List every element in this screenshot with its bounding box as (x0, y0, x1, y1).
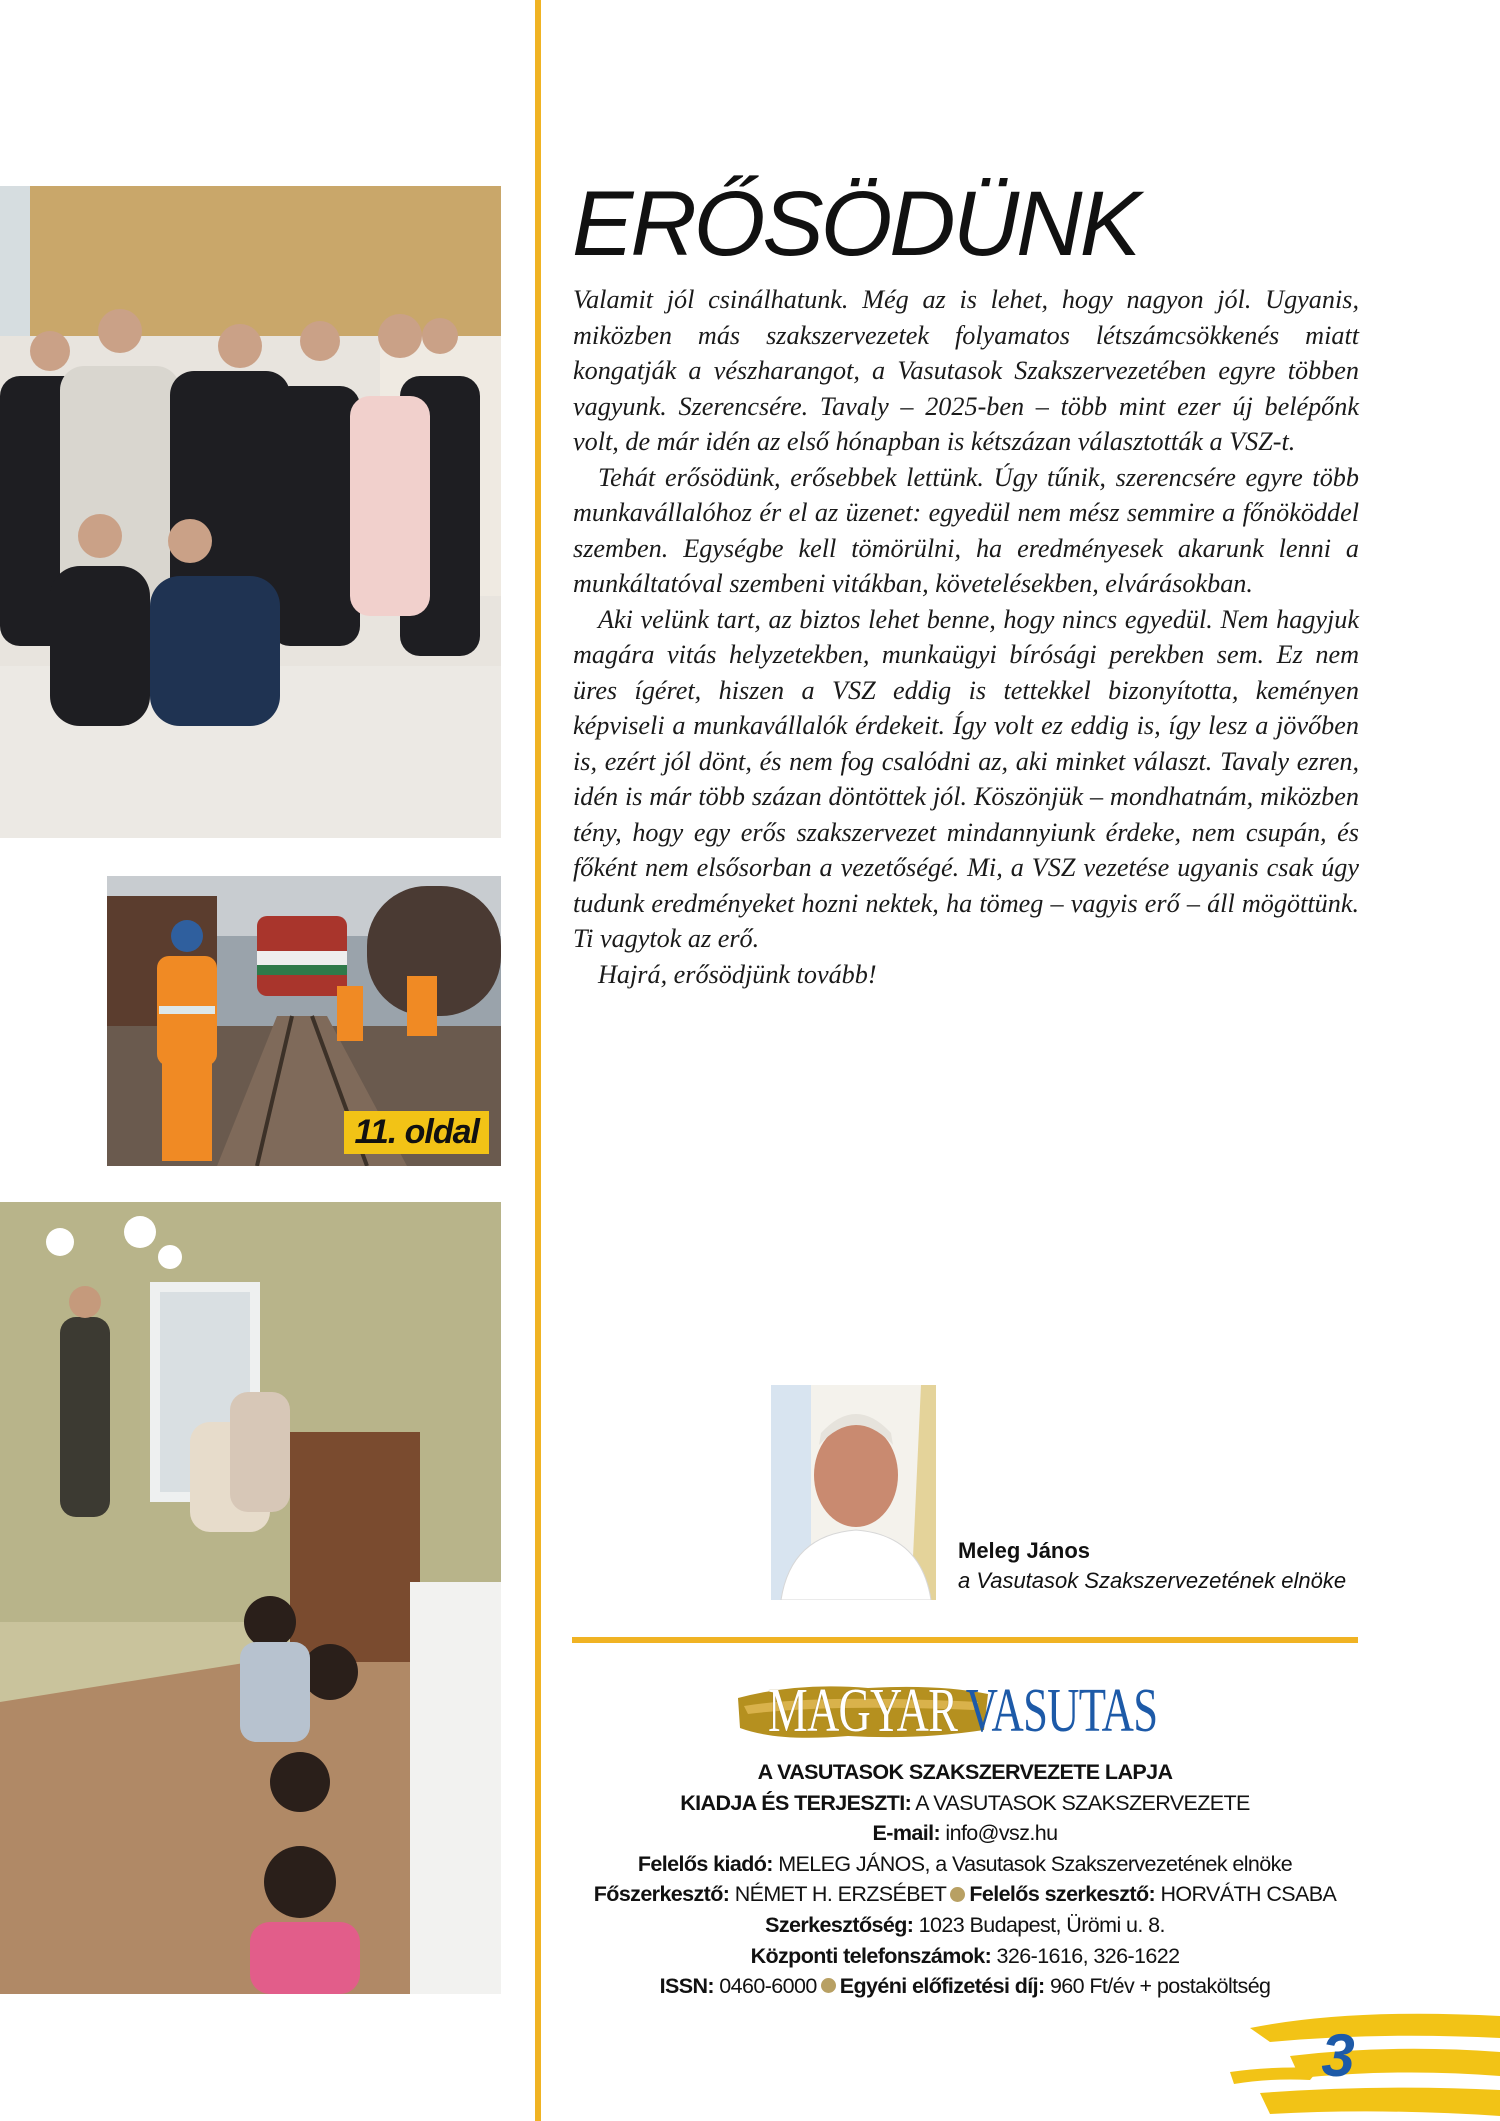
subscription-label: Egyéni előfizetési díj: (839, 1974, 1045, 1999)
logo-word-magyar: MAGYAR (768, 1677, 958, 1745)
railway-workers-photo (107, 876, 501, 1166)
publisher-value: A VASUTASOK SZAKSZERVEZETE (911, 1790, 1250, 1815)
article-paragraph: Aki velünk tart, az biztos lehet benne, hogy nincs egyedül. Nem hagyjuk magára vitás helyzetekben, munkaügyi bírósági perekben sem. Ez nem üres ígéret, hiszen a VSZ eddig is tettekkel bizonyította, keményen képviseli a munkavállalók érdekeit. Így volt ez eddig is, így lesz a jövőben is, ezért jól dönt, és nem fog csalódni az, aki minket választ. Tavaly ezren, idén is már több százan döntöttek jól. Köszönjük – mondhatnám, miközben tény, hogy egy erős szakszervezet mindannyiunk érdeke, nem csupán, és főként nem elsősorban a vezetőségé. Mi, a VSZ vezetése ugyanis csak úgy tudunk eredményeket hozni nektek, ha tömeg – vagyis erő – áll mögöttünk. Ti vagytok az erő. (573, 604, 1359, 953)
responsible-editor-label: Felelős szerkesztő: (969, 1882, 1156, 1907)
editorial-office-value: 1023 Budapest, Ürömi u. 8. (913, 1912, 1165, 1937)
editor-in-chief-value: NÉMET H. ERZSÉBET (729, 1882, 947, 1907)
article-paragraph: Valamit jól csinálhatunk. Még az is lehet, hogy nagyon jól. Ugyanis, miközben más szakszervezetek folyamatos létszámcsökkenés miatt kongatják a vészharangot, a Vasutasok Szakszervezetében egyre többen vagyunk. Szerencsére. Tavaly – 2025-ben – több mint ezer új belépőnk volt, de már idén az első hónapban is kétszázan választották a VSZ-t. (573, 285, 1359, 456)
phones-value: 326-1616, 326-1622 (991, 1943, 1180, 1968)
article-closing-line: Hajrá, erősödjünk tovább! (598, 959, 877, 989)
author-role: a Vasutasok Szakszervezetének elnöke (958, 1568, 1347, 1593)
responsible-publisher-label: Felelős kiadó: (637, 1851, 773, 1876)
logo-word-vasutas: VASUTAS (965, 1677, 1158, 1745)
article-body (573, 282, 1359, 992)
children-event-photo (0, 1202, 501, 1994)
issn-label: ISSN: (659, 1974, 714, 1999)
phones-label: Központi telefonszámok: (750, 1943, 992, 1968)
author-portrait (771, 1385, 936, 1600)
responsible-publisher-value: MELEG JÁNOS, a Vasutasok Szakszervezetének elnöke (772, 1851, 1293, 1876)
article-paragraph: Tehát erősödünk, erősebbek lettünk. Úgy tűnik, szerencsére egyre több munkavállalóhoz ér el az üzenet: egyedül nem mész semmire a főnököddel szemben. Egységbe kell tömörülni, ha eredményesek akarunk lenni a munkáltatóval szembeni vitákban, követelésekben, elvárásokban. (573, 462, 1359, 598)
editor-in-chief-label: Főszerkesztő: (593, 1882, 730, 1907)
author-name: Meleg János (958, 1538, 1091, 1563)
column-divider (535, 0, 541, 2121)
article-title: ERŐSÖDÜNK (572, 173, 1138, 275)
imprint-subtitle: A VASUTASOK SZAKSZERVEZETE LAPJA (757, 1760, 1173, 1784)
imprint (572, 1757, 1358, 2002)
group-photo (0, 186, 501, 838)
editorial-office-label: Szerkesztőség: (765, 1912, 914, 1937)
publisher-label: KIADJA ÉS TERJESZTI: (680, 1790, 912, 1815)
magyar-vasutas-logo (738, 1676, 1184, 1746)
subscription-value: 960 Ft/év + postaköltség (1044, 1974, 1271, 1999)
page-number: 3 (1321, 2022, 1355, 2089)
issn-value: 0460-6000 (713, 1974, 817, 1999)
email-value[interactable]: info@vsz.hu (940, 1821, 1058, 1846)
page-reference-caption: 11. oldal (344, 1111, 489, 1154)
bullet-dot (950, 1887, 965, 1902)
responsible-editor-value: HORVÁTH CSABA (1155, 1882, 1337, 1907)
bullet-dot (821, 1978, 836, 1993)
section-rule (572, 1637, 1358, 1643)
email-label: E-mail: (872, 1821, 941, 1846)
